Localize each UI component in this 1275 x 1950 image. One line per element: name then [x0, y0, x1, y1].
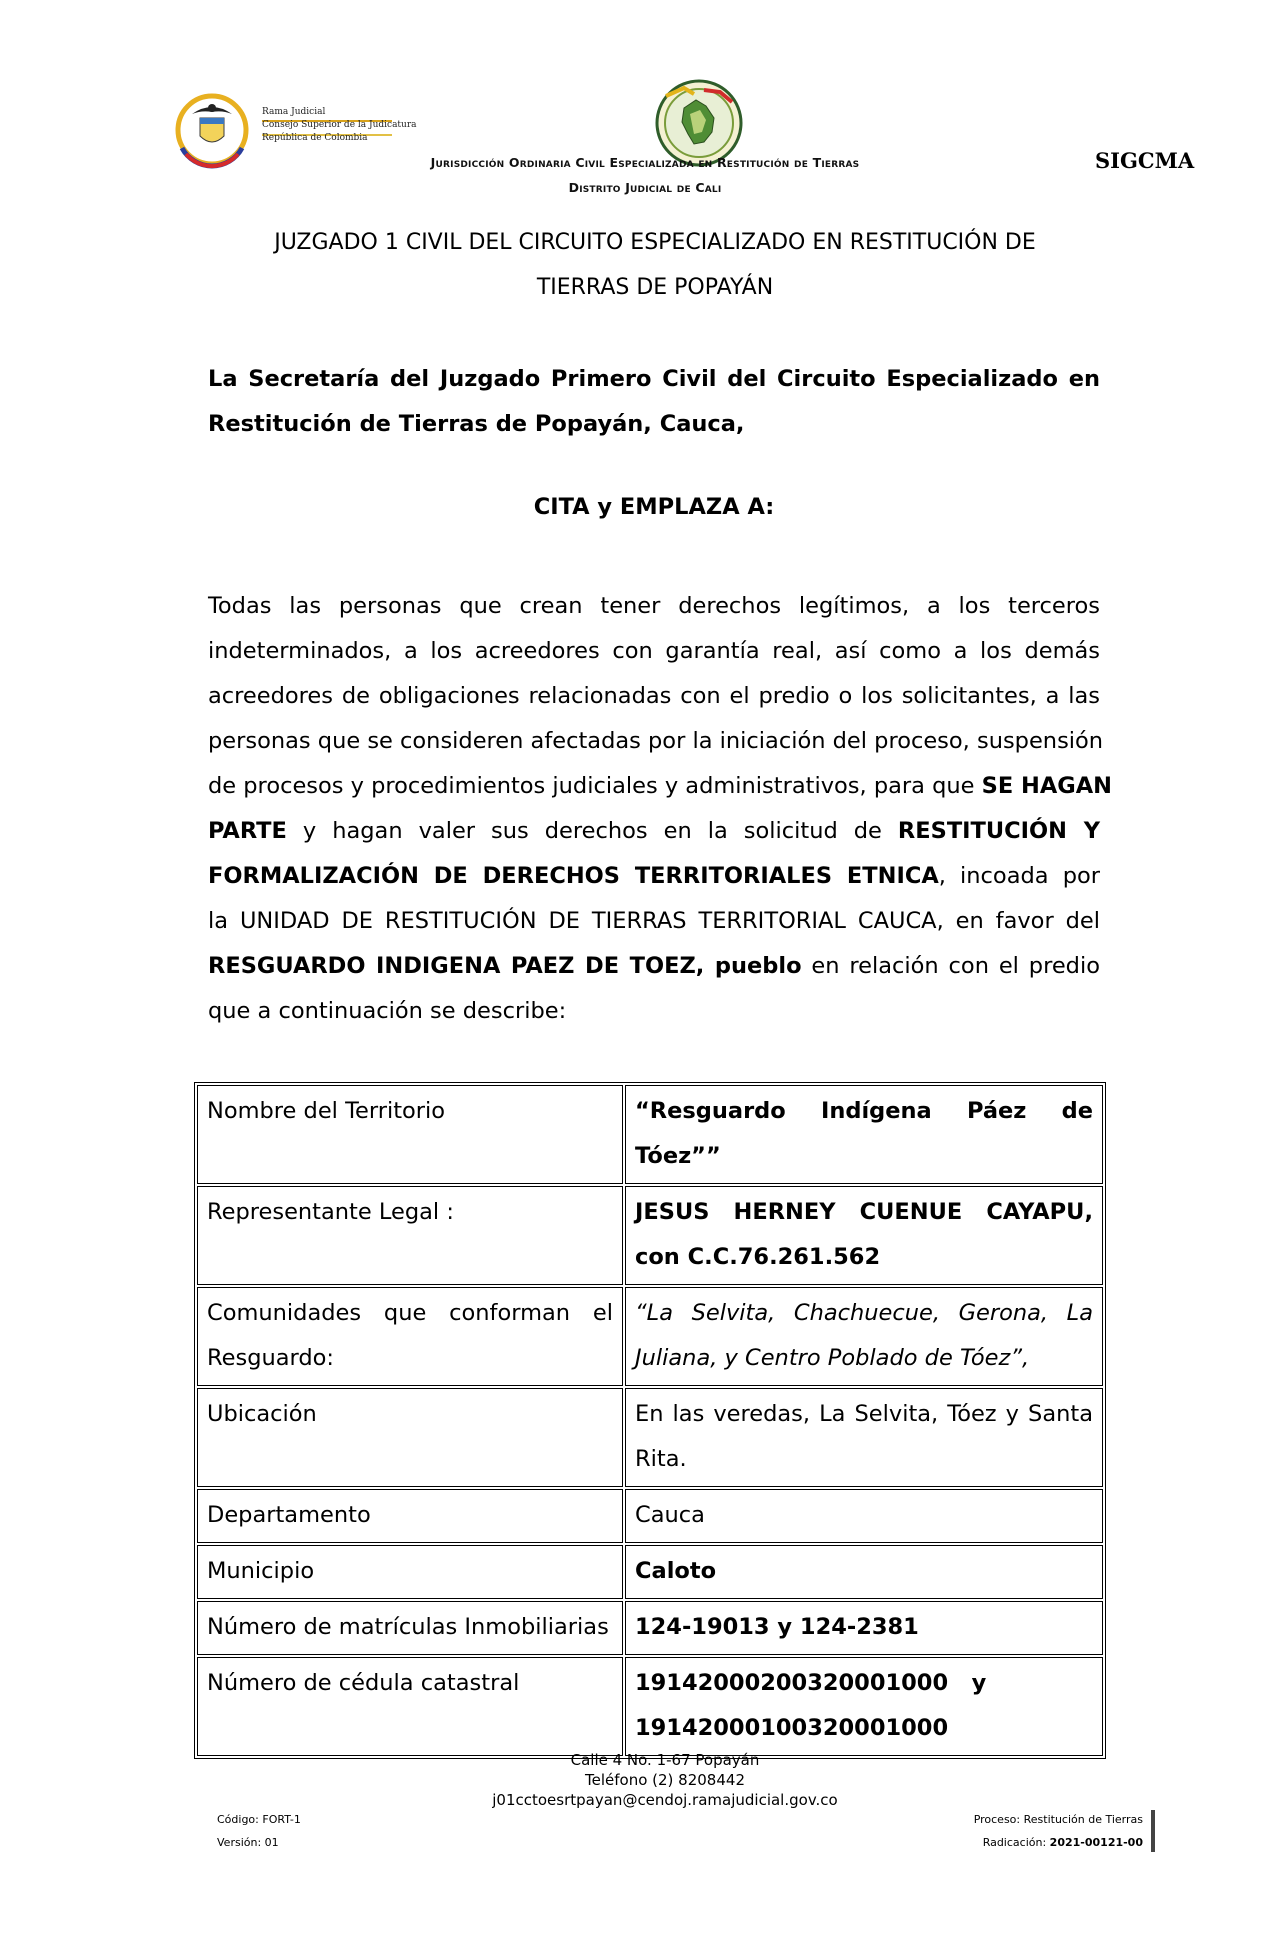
department-label: Departamento [197, 1489, 623, 1543]
legal-representative-label: Representante Legal : [197, 1186, 623, 1285]
table-row [197, 1085, 1103, 1184]
judicial-district: Distrito Judicial de Cali [568, 180, 722, 195]
territory-name-label: Nombre del Territorio [197, 1085, 623, 1184]
table-row [197, 1186, 1103, 1285]
table-row [197, 1388, 1103, 1487]
cadastral-number-label: Número de cédula catastral [197, 1657, 623, 1756]
territory-table [194, 1082, 1106, 1759]
secretaria-heading: La Secretaría del Juzgado Primero Civil del Circuito Especializado en Restitución de Tierras de Popayán, Cauca, [208, 366, 1100, 437]
table-row [197, 1287, 1103, 1386]
summons-paragraph: Todas las personas que crean tener derechos legítimos, a los terceros indeterminados, a los acreedores con garantía real, así como a los demás acreedores de obligaciones relacionadas con el predio o los solicitantes, a las personas que se consideren afectadas por la iniciación del proceso, suspensión de procesos y procedimientos judiciales y administrativos, para que SE HAGAN PARTE y hagan valer sus derechos en la solicitud de RESTITUCIÓN Y FORMALIZACIÓN DE DERECHOS TERRITORIALES ETNICA, incoada por la UNIDAD DE RESTITUCIÓN DE TIERRAS TERRITORIAL CAUCA, en favor del RESGUARDO INDIGENA PAEZ DE TOEZ, pueblo en relación con el predio que a continuación se describe: [208, 593, 1112, 1024]
table-row [197, 1601, 1103, 1655]
table-row [197, 1545, 1103, 1599]
legal-representative-value: JESUS HERNEY CUENUE CAYAPU, con C.C.76.261.562 [625, 1186, 1103, 1285]
registration-numbers-label: Número de matrículas Inmobiliarias [197, 1601, 623, 1655]
registration-numbers-value: 124-19013 y 124-2381 [625, 1601, 1103, 1655]
territory-name-value: “Resguardo Indígena Páez de Tóez”” [625, 1085, 1103, 1184]
table-row [197, 1657, 1103, 1756]
document-version: Versión: 01 [217, 1836, 279, 1849]
court-title: JUZGADO 1 CIVIL DEL CIRCUITO ESPECIALIZADO EN RESTITUCIÓN DE TIERRAS DE POPAYÁN [274, 230, 1036, 300]
jurisdiction-title: Jurisdicción Ordinaria Civil Especializada en Restitución de Tierras [430, 155, 860, 170]
sigcma-code: SIGCMA [1095, 148, 1195, 173]
communities-value: “La Selvita, Chachuecue, Gerona, La Juliana, y Centro Poblado de Tóez”, [625, 1287, 1103, 1386]
logo-text: Rama Judicial Consejo Superior de la Judicatura República de Colombia [262, 107, 417, 143]
location-label: Ubicación [197, 1388, 623, 1487]
cita-emplaza-heading: CITA y EMPLAZA A: [533, 494, 775, 520]
table-row [197, 1489, 1103, 1543]
document-code: Código: FORT-1 [217, 1813, 301, 1826]
footer-email: j01cctoesrtpayan@cendoj.ramajudicial.gov.co [492, 1791, 838, 1809]
footer-phone: Teléfono (2) 8208442 [585, 1771, 745, 1789]
location-value: En las veredas, La Selvita, Tóez y Santa Rita. [625, 1388, 1103, 1487]
municipality-label: Municipio [197, 1545, 623, 1599]
process-type: Proceso: Restitución de Tierras [973, 1813, 1143, 1826]
colombia-coat-of-arms-icon [170, 90, 260, 170]
cadastral-number-value: 19142000200320001000 y 19142000100320001000 [625, 1657, 1103, 1756]
department-value: Cauca [625, 1489, 1103, 1543]
communities-label: Comunidades que conforman el Resguardo: [197, 1287, 623, 1386]
filing-number: Radicación: 2021-00121-00 [982, 1836, 1143, 1849]
municipality-value: Caloto [625, 1545, 1103, 1599]
footer-divider [1151, 1810, 1155, 1852]
footer-address: Calle 4 No. 1-67 Popayán [570, 1751, 760, 1769]
